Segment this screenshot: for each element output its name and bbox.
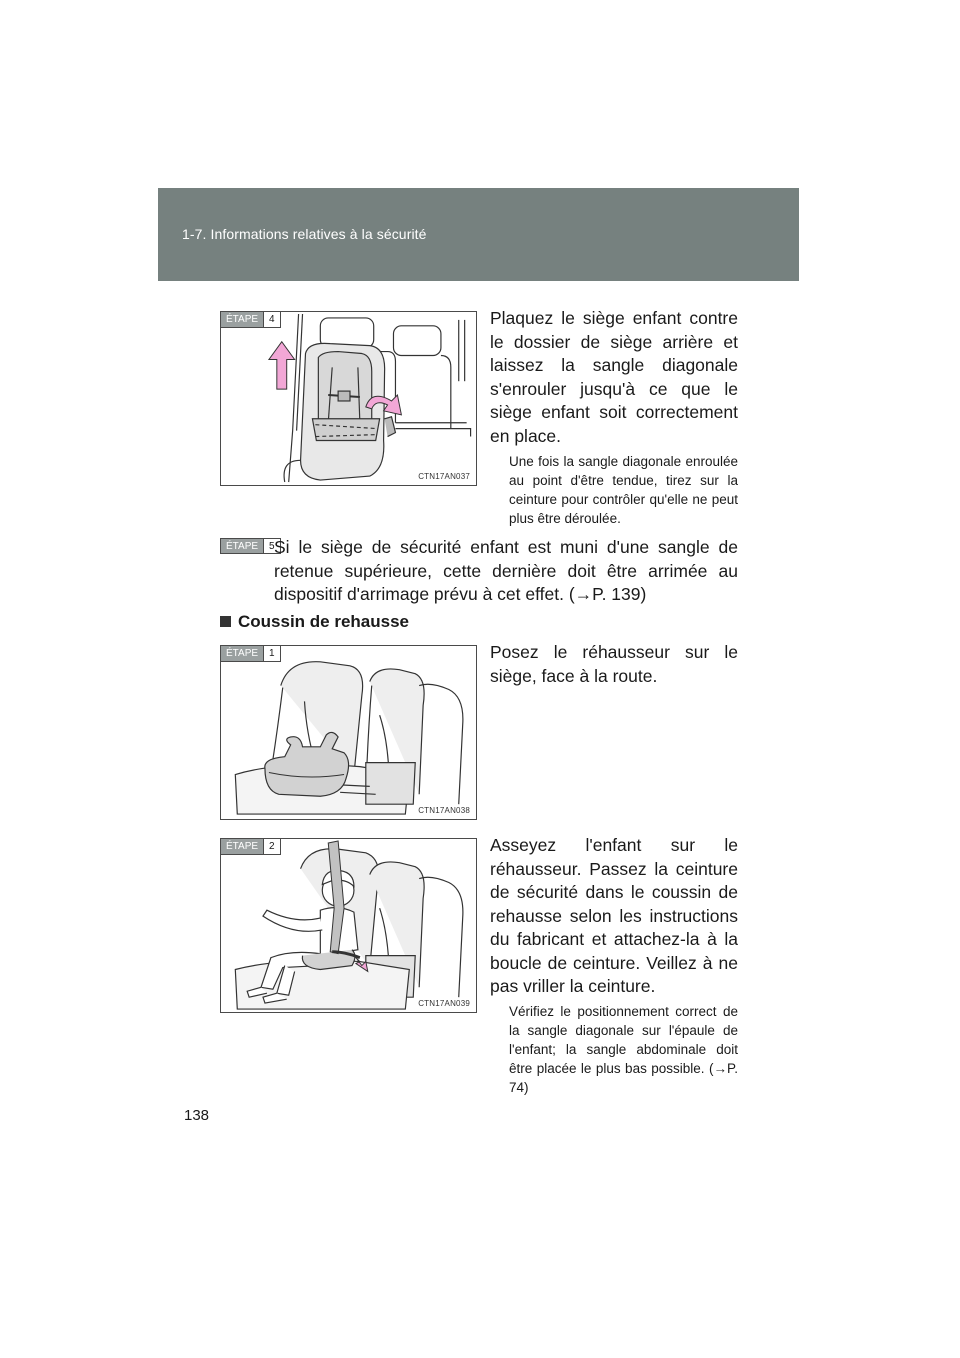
step-badge-1 [221, 646, 281, 662]
step-badge-2 [221, 839, 281, 855]
section-header-band [158, 188, 799, 281]
booster-step-2-text: Asseyez l'enfant sur le réhausseur. Passez la ceinture de sécurité dans le coussin de rehausse selon les instructions du fabricant et attachez-la à la boucle de ceinture. Veillez à ne pas vriller la ceinture. [490, 835, 738, 996]
step-4-note: Une fois la sangle diagonale enroulée au point d'être tendue, tirez sur la ceinture pour contrôler qu'elle ne peut plus être déroulée. [509, 454, 738, 526]
step-badge-number: 4 [263, 312, 280, 327]
booster-step-1-text: Posez le réhausseur sur le siège, face à la route. [490, 642, 738, 686]
child-on-booster-illustration [221, 839, 476, 1012]
page-number: 138 [184, 1107, 210, 1124]
booster-seat-illustration [221, 646, 476, 819]
step-badge-label: ÉTAPE [221, 646, 263, 661]
figure-code: CTN17AN037 [418, 472, 470, 481]
step-4-text: Plaquez le siège enfant contre le dossier de siège arrière et laissez la sangle diagonale s'enrouler jusqu'à ce que le siège enfant soit correctement en place. [490, 308, 738, 446]
step-badge-label: ÉTAPE [221, 539, 263, 553]
figure-child-on-booster [220, 838, 477, 1013]
square-bullet-icon [220, 616, 231, 627]
step-badge-label: ÉTAPE [221, 312, 263, 327]
figure-child-seat-against-backrest [220, 311, 477, 486]
step-badge-number: 2 [263, 839, 280, 854]
section-heading [220, 612, 409, 632]
step-badge-5 [220, 538, 281, 554]
step-badge-number: 5 [263, 539, 280, 553]
figure-code: CTN17AN038 [418, 806, 470, 815]
step-badge-number: 1 [263, 646, 280, 661]
child-seat-illustration [221, 312, 476, 485]
step-badge-label: ÉTAPE [221, 839, 263, 854]
section-title: 1-7. Informations relatives à la sécurité [182, 226, 427, 242]
figure-booster-on-seat [220, 645, 477, 820]
step-badge-4 [221, 312, 281, 328]
figure-code: CTN17AN039 [418, 999, 470, 1008]
section-heading-text: Coussin de rehausse [238, 612, 410, 631]
booster-step-2-note: Vérifiez le positionnement correct de la sangle diagonale sur l'épaule de l'enfant; la sangle abdominale doit être placée le plus bas possible. (→P. 74) [509, 1004, 738, 1095]
step-5-text: Si le siège de sécurité enfant est muni d'une sangle de retenue supérieure, cette dernière doit être arrimée au dispositif d'arrimage prévu à cet effet. (→P. 139) [274, 537, 738, 604]
